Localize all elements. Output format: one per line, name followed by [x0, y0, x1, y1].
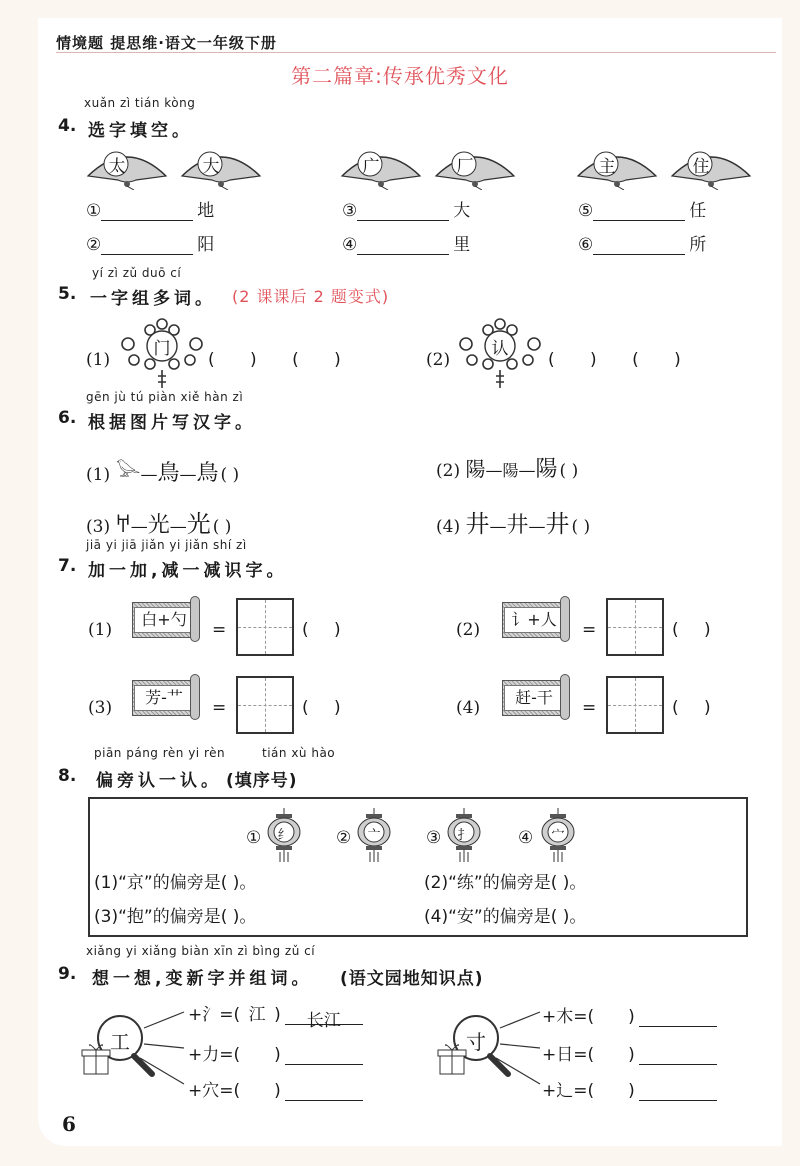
traditional-form: 鳥 — [196, 461, 219, 486]
q4-item-1 — [86, 196, 214, 221]
q5-blanks-2[interactable]: ( ) ( ) — [548, 350, 681, 370]
q9-note: (语文园地知识点) — [340, 969, 484, 989]
formula: 白+勺 — [134, 607, 194, 633]
fan-icon — [432, 146, 518, 190]
q8-note: (填序号) — [226, 771, 298, 791]
ancient-form: 𐀀 — [115, 513, 131, 538]
answer-blank[interactable]: ( ) — [571, 517, 591, 537]
answer-line[interactable] — [593, 202, 685, 221]
close-paren: ) — [274, 1081, 281, 1101]
q5-blanks-1[interactable]: ( ) ( ) — [208, 350, 341, 370]
base-char-2: 寸 — [466, 1030, 486, 1054]
q7-label-3: (3) — [88, 698, 113, 718]
page-number: 6 — [62, 1112, 76, 1136]
q4-item-3 — [342, 196, 470, 221]
q7-label-4: (4) — [456, 698, 481, 718]
item-suffix: 阳 — [197, 235, 215, 255]
item-label: (2) — [436, 461, 461, 481]
chapter-title: 第二篇章:传承优秀文化 — [291, 64, 509, 88]
q5-pinyin: yí zì zǔ duō cí — [92, 266, 182, 280]
formula: 赶-干 — [504, 685, 564, 711]
lantern-num-3: ③ — [426, 828, 442, 848]
answer-word[interactable] — [285, 1082, 363, 1101]
lantern-radical-4: 宀 — [551, 828, 565, 843]
fan-char-3: 广 — [362, 157, 380, 177]
answer-word[interactable] — [639, 1008, 717, 1027]
seal-form: 鳥 — [157, 461, 180, 486]
q4-pinyin: xuǎn zì tián kòng — [84, 96, 196, 110]
answer-word[interactable]: 长江 — [285, 1006, 363, 1025]
seal-form: 井 — [506, 513, 529, 538]
q9-row — [188, 1000, 363, 1031]
answer-blank[interactable]: ( ) — [302, 620, 341, 640]
add-formula: +穴=( — [188, 1081, 241, 1101]
scroll-icon — [128, 674, 200, 720]
q5-note: (2 课课后 2 题变式) — [232, 287, 390, 306]
q6-number: 6. — [58, 408, 77, 428]
q5-label-1: (1) — [86, 350, 111, 370]
add-formula: +氵=( — [188, 1005, 241, 1025]
item-label: (4) — [436, 517, 461, 537]
fan-icon — [574, 146, 660, 190]
item-suffix: 里 — [453, 235, 471, 255]
equals-sign: = — [212, 698, 227, 718]
scroll-icon — [498, 596, 570, 642]
q7-label-2: (2) — [456, 620, 481, 640]
magnifier-gift-icon — [436, 1000, 546, 1086]
q4-item-4 — [342, 230, 470, 255]
q6-item-4: (4) 井—井—井 ( ) — [436, 510, 591, 538]
fan-char-5: 主 — [598, 157, 616, 177]
writing-grid-box[interactable] — [236, 598, 294, 656]
traditional-form: 光 — [186, 510, 211, 538]
q8-number: 8. — [58, 766, 77, 786]
fan-char-1: 太 — [108, 157, 126, 177]
formula: 芳-艹 — [134, 685, 194, 711]
base-char-1: 工 — [110, 1030, 130, 1054]
q8-item-3[interactable]: (3)“抱”的偏旁是( )。 — [94, 907, 257, 927]
q4-item-2 — [86, 230, 214, 255]
q5-number: 5. — [58, 284, 77, 304]
q9-row — [542, 1002, 717, 1027]
scroll-icon — [498, 674, 570, 720]
add-formula: +辶=( — [542, 1081, 595, 1101]
fan-icon — [84, 146, 170, 190]
item-num: ⑤ — [578, 201, 594, 221]
q9-row — [188, 1040, 363, 1065]
traditional-form: 井 — [545, 510, 570, 538]
seal-form: 光 — [147, 513, 170, 538]
answer-blank[interactable]: ( ) — [672, 698, 711, 718]
close-paren: ) — [274, 1045, 281, 1065]
add-formula: +力=( — [188, 1045, 241, 1065]
add-formula: +木=( — [542, 1007, 595, 1027]
q9-number: 9. — [58, 964, 77, 984]
q9-row — [542, 1076, 717, 1101]
lantern-num-2: ② — [336, 828, 352, 848]
q8-title: 偏旁认一认。 — [96, 771, 222, 791]
q4-item-6 — [578, 230, 706, 255]
writing-grid-box[interactable] — [236, 676, 294, 734]
q9-row — [542, 1040, 717, 1065]
answer-blank[interactable]: ( ) — [220, 465, 240, 485]
fan-char-4: 厂 — [456, 157, 474, 177]
item-num: ④ — [342, 235, 358, 255]
q5-label-2: (2) — [426, 350, 451, 370]
close-paren: ) — [628, 1081, 635, 1101]
close-paren: ) — [628, 1045, 635, 1065]
q9-title: 想一想,变新字并组词。 — [92, 969, 313, 989]
lantern-radical-1: 纟 — [277, 828, 291, 843]
answer-blank[interactable]: ( ) — [672, 620, 711, 640]
lantern-radical-3: 扌 — [457, 828, 471, 843]
formula: 讠+人 — [504, 607, 564, 633]
equals-sign: = — [212, 620, 227, 640]
fan-icon — [178, 146, 264, 190]
q7-title: 加一加,减一减识字。 — [88, 561, 288, 581]
item-suffix: 任 — [689, 201, 707, 221]
q6-pinyin: gēn jù tú piàn xiě hàn zì — [86, 390, 244, 404]
seal-form: 陽 — [502, 461, 519, 480]
ancient-form: 陽 — [465, 457, 486, 481]
q5-title: 一字组多词。 — [90, 289, 216, 309]
item-num: ⑥ — [578, 235, 594, 255]
ancient-form: 𓅪 — [115, 461, 141, 486]
lantern-radical-2: 亠 — [367, 828, 381, 843]
answer-line[interactable] — [101, 236, 193, 255]
q4-title: 选字填空。 — [88, 121, 193, 141]
fan-icon — [668, 146, 754, 190]
answer-char[interactable]: 江 — [248, 1005, 266, 1025]
magnifier-gift-icon — [80, 1000, 190, 1086]
item-suffix: 地 — [197, 201, 215, 221]
q8-item-4[interactable]: (4)“安”的偏旁是( )。 — [424, 907, 587, 927]
q8-item-2[interactable]: (2)“练”的偏旁是( )。 — [424, 873, 587, 893]
item-label: (3) — [86, 517, 111, 537]
answer-word[interactable] — [639, 1082, 717, 1101]
item-num: ① — [86, 201, 102, 221]
answer-blank[interactable]: ( ) — [302, 698, 341, 718]
q4-number: 4. — [58, 116, 77, 136]
q4-item-5 — [578, 196, 706, 221]
answer-line[interactable] — [357, 236, 449, 255]
knot-char-2: 认 — [491, 339, 509, 359]
q8-pinyin-a: piān páng rèn yi rèn — [94, 746, 226, 760]
close-paren: ) — [274, 1005, 281, 1025]
equals-sign: = — [582, 620, 597, 640]
book-title: 情境题 提思维·语文一年级下册 — [56, 34, 277, 52]
answer-blank[interactable]: ( ) — [212, 517, 232, 537]
q6-item-1: (1) 𓅪—鳥—鳥 ( ) — [86, 461, 240, 486]
knot-char-1: 门 — [153, 339, 171, 359]
q6-item-3: (3) 𐀀—光—光 ( ) — [86, 510, 232, 538]
item-num: ② — [86, 235, 102, 255]
traditional-form: 陽 — [535, 457, 558, 482]
answer-word[interactable] — [285, 1046, 363, 1065]
lantern-num-4: ④ — [518, 828, 534, 848]
answer-blank[interactable]: ( ) — [559, 461, 579, 481]
item-label: (1) — [86, 465, 111, 485]
answer-line[interactable] — [593, 236, 685, 255]
header-rule — [56, 52, 776, 53]
q7-label-1: (1) — [88, 620, 113, 640]
fan-char-6: 住 — [692, 157, 710, 177]
writing-grid-box[interactable] — [606, 598, 664, 656]
q8-pinyin-b: tián xù hào — [262, 746, 336, 760]
writing-grid-box[interactable] — [606, 676, 664, 734]
item-suffix: 所 — [689, 235, 707, 255]
q9-row — [188, 1076, 363, 1101]
lantern-num-1: ① — [246, 828, 262, 848]
q6-title: 根据图片写汉字。 — [88, 413, 256, 433]
item-suffix: 大 — [453, 201, 471, 221]
q7-number: 7. — [58, 556, 77, 576]
fan-icon — [338, 146, 424, 190]
q8-item-1[interactable]: (1)“京”的偏旁是( )。 — [94, 873, 257, 893]
close-paren: ) — [628, 1007, 635, 1027]
equals-sign: = — [582, 698, 597, 718]
scroll-icon — [128, 596, 200, 642]
answer-line[interactable] — [101, 202, 193, 221]
q9-pinyin: xiǎng yi xiǎng biàn xīn zì bìng zǔ cí — [86, 944, 316, 958]
item-num: ③ — [342, 201, 358, 221]
q6-item-2: (2) 陽—陽—陽 ( ) — [436, 457, 579, 482]
q7-pinyin: jiā yi jiā jiǎn yi jiǎn shí zì — [86, 538, 247, 552]
add-formula: +日=( — [542, 1045, 595, 1065]
fan-char-2: 大 — [202, 157, 220, 177]
answer-word[interactable] — [639, 1046, 717, 1065]
ancient-form: 井 — [465, 510, 490, 538]
answer-line[interactable] — [357, 202, 449, 221]
